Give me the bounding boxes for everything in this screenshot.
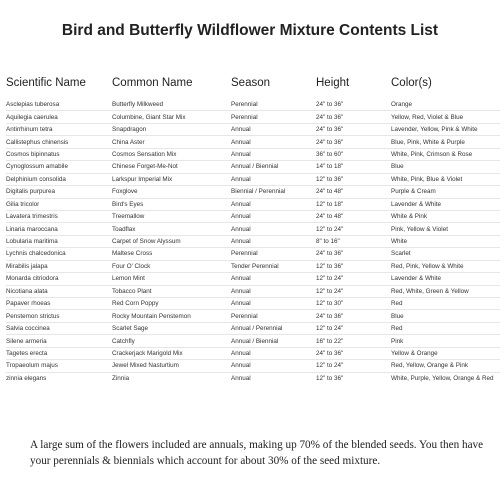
- common-name-cell: Scarlet Sage: [112, 322, 231, 334]
- table-row: [6, 298, 500, 310]
- scientific-name-cell: Lobularia maritima: [6, 235, 112, 247]
- scientific-name-cell: Antirrhinum tetra: [6, 123, 112, 135]
- scientific-name-cell: Silene armeria: [6, 335, 112, 347]
- height-cell: 12" to 24": [316, 360, 391, 372]
- common-name-cell: Larkspur Imperial Mix: [112, 173, 231, 185]
- colors-cell: Lavender & White: [391, 198, 500, 210]
- scientific-name-cell: Papaver rhoeas: [6, 298, 112, 310]
- season-cell: Annual / Biennial: [231, 335, 316, 347]
- season-cell: Perennial: [231, 310, 316, 322]
- column-header-common-name: Common Name: [112, 77, 193, 89]
- season-cell: Annual: [231, 285, 316, 297]
- season-cell: Annual: [231, 374, 251, 382]
- colors-cell: Lavender & White: [391, 273, 500, 285]
- season-cell: Annual: [231, 148, 316, 160]
- season-cell: Tender Perennial: [231, 260, 316, 272]
- height-cell: 16" to 22": [316, 335, 391, 347]
- common-name-cell: China Aster: [112, 136, 231, 148]
- colors-cell: Red: [391, 298, 500, 310]
- common-name-cell: Chinese Forget-Me-Not: [112, 161, 231, 173]
- common-name-cell: Zinnia: [112, 374, 130, 382]
- table-row: [6, 186, 500, 198]
- common-name-cell: Rocky Mountain Penstemon: [112, 310, 231, 322]
- season-cell: Annual: [231, 198, 316, 210]
- common-name-cell: Carpet of Snow Alyssum: [112, 235, 231, 247]
- colors-cell: Pink, Yellow & Violet: [391, 223, 500, 235]
- height-cell: 8" to 16": [316, 235, 391, 247]
- colors-cell: White, Pink, Crimson & Rose: [391, 148, 500, 160]
- height-cell: 24" to 36": [316, 123, 391, 135]
- table-row: [6, 148, 500, 160]
- scientific-name-cell: Salvia coccinea: [6, 322, 112, 334]
- height-cell: 24" to 36": [316, 99, 391, 111]
- height-cell: 12" to 24": [316, 273, 391, 285]
- table-row: [6, 223, 500, 235]
- colors-cell: Yellow & Orange: [391, 347, 500, 359]
- table-row: [6, 310, 500, 322]
- contents-table: [6, 76, 500, 384]
- table-row: [6, 335, 500, 347]
- colors-cell: Pink: [391, 335, 500, 347]
- scientific-name-cell: Tagetes erecta: [6, 347, 112, 359]
- season-cell: Annual: [231, 235, 316, 247]
- season-cell: Annual: [231, 173, 316, 185]
- common-name-cell: Cosmos Sensation Mix: [112, 148, 231, 160]
- season-cell: Perennial: [231, 248, 316, 260]
- season-cell: Perennial: [231, 99, 316, 111]
- height-cell: 36" to 60": [316, 148, 391, 160]
- common-name-cell: Maltese Cross: [112, 248, 231, 260]
- common-name-cell: Snapdragon: [112, 123, 231, 135]
- table-row: [6, 273, 500, 285]
- colors-cell: White & Pink: [391, 210, 500, 222]
- common-name-cell: Four O' Clock: [112, 260, 231, 272]
- scientific-name-cell: Cosmos bipinnatus: [6, 148, 112, 160]
- season-cell: Annual: [231, 223, 316, 235]
- table-row: [6, 248, 500, 260]
- column-header-height: Height: [316, 77, 350, 89]
- height-cell: 24" to 48": [316, 186, 391, 198]
- scientific-name-cell: Lychnis chalcedonica: [6, 248, 112, 260]
- common-name-cell: Columbine, Giant Star Mix: [112, 111, 231, 123]
- column-header-colors: Color(s): [391, 77, 432, 89]
- common-name-cell: Toadflax: [112, 223, 231, 235]
- season-cell: Annual: [231, 210, 316, 222]
- scientific-name-cell: Lavatera trimestris: [6, 210, 112, 222]
- column-header-scientific-name: Scientific Name: [6, 77, 86, 89]
- height-cell: 12" to 18": [316, 198, 391, 210]
- scientific-name-cell: Callistephus chinensis: [6, 136, 112, 148]
- height-cell: 24" to 48": [316, 210, 391, 222]
- scientific-name-cell: Delphinium consolida: [6, 173, 112, 185]
- height-cell: 24" to 36": [316, 136, 391, 148]
- common-name-cell: Red Corn Poppy: [112, 298, 231, 310]
- height-cell: 12" to 36": [316, 260, 391, 272]
- colors-cell: Orange: [391, 99, 500, 111]
- season-cell: Perennial: [231, 111, 316, 123]
- height-cell: 24" to 36": [316, 310, 391, 322]
- scientific-name-cell: Aquilegia caerulea: [6, 111, 112, 123]
- colors-cell: Scarlet: [391, 248, 500, 260]
- height-cell: 12" to 24": [316, 322, 391, 334]
- height-cell: 12" to 36": [316, 374, 344, 382]
- table-row: [6, 198, 500, 210]
- height-cell: 24" to 36": [316, 248, 391, 260]
- table-row: [6, 372, 500, 384]
- colors-cell: Lavender, Yellow, Pink & White: [391, 123, 500, 135]
- common-name-cell: Bird's Eyes: [112, 198, 231, 210]
- scientific-name-cell: zinnia elegans: [6, 374, 47, 382]
- common-name-cell: Crackerjack Marigold Mix: [112, 347, 231, 359]
- season-cell: Annual / Biennial: [231, 161, 316, 173]
- table-row: [6, 136, 500, 148]
- season-cell: Annual: [231, 273, 316, 285]
- season-cell: Biennial / Perennial: [231, 186, 316, 198]
- table-row: [6, 173, 500, 185]
- colors-cell: White, Pink, Blue & Violet: [391, 173, 500, 185]
- scientific-name-cell: Linaria maroccana: [6, 223, 112, 235]
- table-row: [6, 347, 500, 359]
- scientific-name-cell: Asclepias tuberosa: [6, 99, 112, 111]
- common-name-cell: Jewel Mixed Nasturtium: [112, 360, 231, 372]
- colors-cell: White, Purple, Yellow, Orange & Red: [391, 374, 494, 382]
- table-row: [6, 235, 500, 247]
- table-row: [6, 285, 500, 297]
- scientific-name-cell: Monarda citriodora: [6, 273, 112, 285]
- table-row: [6, 260, 500, 272]
- colors-cell: White: [391, 235, 500, 247]
- season-cell: Annual / Perennial: [231, 322, 316, 334]
- colors-cell: Purple & Cream: [391, 186, 500, 198]
- table-row: [6, 322, 500, 334]
- table-row: [6, 111, 500, 123]
- table-body: [6, 99, 500, 384]
- scientific-name-cell: Nicotiana alata: [6, 285, 112, 297]
- height-cell: 14" to 18": [316, 161, 391, 173]
- height-cell: 24" to 36": [316, 111, 391, 123]
- season-cell: Annual: [231, 298, 316, 310]
- column-header-season: Season: [231, 77, 271, 89]
- page-title: Bird and Butterfly Wildflower Mixture Contents List: [61, 22, 439, 39]
- colors-cell: Red, White, Green & Yellow: [391, 285, 500, 297]
- height-cell: 12" to 36": [316, 173, 391, 185]
- table-row: [6, 360, 500, 372]
- colors-cell: Blue, Pink, White & Purple: [391, 136, 500, 148]
- table-row: [6, 210, 500, 222]
- height-cell: 12" to 30": [316, 298, 391, 310]
- season-cell: Annual: [231, 347, 316, 359]
- common-name-cell: Lemon Mint: [112, 273, 231, 285]
- common-name-cell: Treemallow: [112, 210, 231, 222]
- scientific-name-cell: Tropaeolum majus: [6, 360, 112, 372]
- scientific-name-cell: Cynoglossum amabile: [6, 161, 112, 173]
- table-row: [6, 99, 500, 111]
- common-name-cell: Foxglove: [112, 186, 231, 198]
- scientific-name-cell: Gilia tricolor: [6, 198, 112, 210]
- season-cell: Annual: [231, 360, 316, 372]
- height-cell: 12" to 24": [316, 285, 391, 297]
- colors-cell: Blue: [391, 310, 500, 322]
- season-cell: Annual: [231, 136, 316, 148]
- table-row: [6, 123, 500, 135]
- common-name-cell: Catchfly: [112, 335, 231, 347]
- footer-note: A large sum of the flowers included are annuals, making up 70% of the blended seeds. You then have your perennials & biennials which account for about 30% of the seed mixture.: [30, 439, 484, 467]
- common-name-cell: Butterfly Milkweed: [112, 99, 231, 111]
- scientific-name-cell: Penstemon strictus: [6, 310, 112, 322]
- height-cell: 12" to 24": [316, 223, 391, 235]
- colors-cell: Yellow, Red, Violet & Blue: [391, 111, 500, 123]
- scientific-name-cell: Mirabilis jalapa: [6, 260, 112, 272]
- table-row: [6, 161, 500, 173]
- common-name-cell: Tobacco Plant: [112, 285, 231, 297]
- colors-cell: Red: [391, 322, 500, 334]
- colors-cell: Red, Yellow, Orange & Pink: [391, 360, 500, 372]
- table-header-row: [6, 76, 500, 99]
- colors-cell: Red, Pink, Yellow & White: [391, 260, 500, 272]
- season-cell: Annual: [231, 123, 316, 135]
- height-cell: 24" to 36": [316, 347, 391, 359]
- colors-cell: Blue: [391, 161, 500, 173]
- scientific-name-cell: Digitalis purpurea: [6, 186, 112, 198]
